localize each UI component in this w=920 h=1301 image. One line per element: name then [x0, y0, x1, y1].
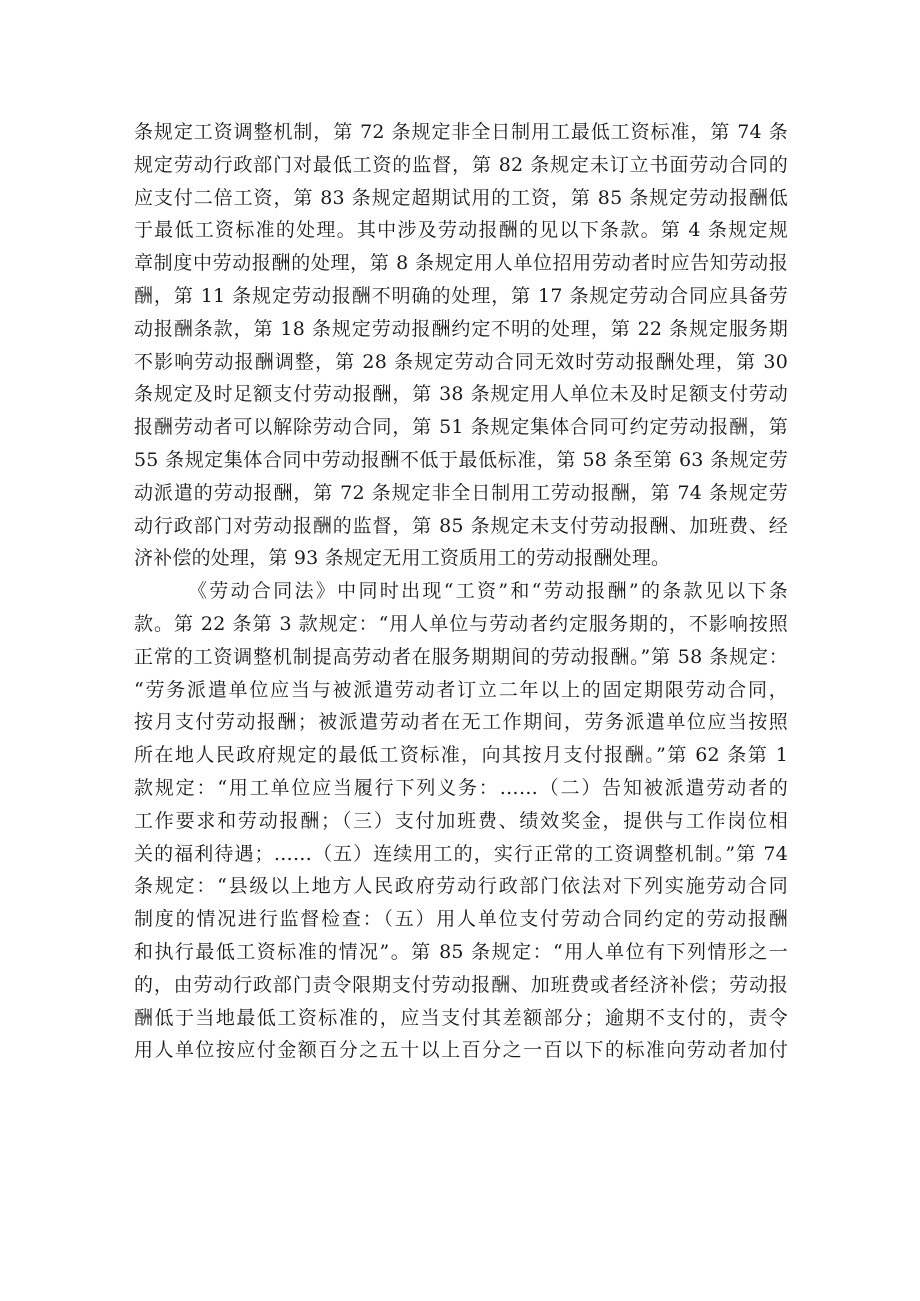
text-line: 于最低工资标准的处理。其中涉及劳动报酬的见以下条款。第 4 条规定规: [134, 219, 788, 242]
text-line: 动报酬条款，第 18 条规定劳动报酬约定不明的处理，第 22 条规定服务期: [134, 317, 788, 340]
text-line: 动派遣的劳动报酬，第 72 条规定非全日制用工劳动报酬，第 74 条规定劳: [134, 481, 788, 504]
text-line: 不影响劳动报酬调整，第 28 条规定劳动合同无效时劳动报酬处理，第 30: [134, 350, 788, 373]
text-line: 工作要求和劳动报酬；（三）支付加班费、绩效奖金，提供与工作岗位相: [134, 809, 788, 832]
text-line: 制度的情况进行监督检查：（五）用人单位支付劳动合同约定的劳动报酬: [134, 908, 788, 931]
text-line: 款。第 22 条第 3 款规定：“用人单位与劳动者约定服务期的，不影响按照: [134, 612, 788, 635]
document-body: [134, 116, 788, 1067]
text-line: 动行政部门对劳动报酬的监督，第 85 条规定未支付劳动报酬、加班费、经: [134, 514, 788, 537]
text-line: 条规定工资调整机制，第 72 条规定非全日制用工最低工资标准，第 74 条: [134, 121, 788, 143]
text-line: 和执行最低工资标准的情况”。第 85 条规定：“用人单位有下列情形之一: [134, 940, 788, 963]
text-line: “劳务派遣单位应当与被派遣劳动者订立二年以上的固定期限劳动合同，: [134, 678, 788, 701]
text-line: 所在地人民政府规定的最低工资标准，向其按月支付报酬。”第 62 条第 1: [134, 744, 788, 767]
text-line: 章制度中劳动报酬的处理，第 8 条规定用人单位招用劳动者时应告知劳动报: [134, 252, 788, 275]
text-line: 关的福利待遇；……（五）连续用工的，实行正常的工资调整机制。”第 74: [134, 842, 788, 865]
text-line: 酬，第 11 条规定劳动报酬不明确的处理，第 17 条规定劳动合同应具备劳: [134, 284, 788, 307]
text-line: 用人单位按应付金额百分之五十以上百分之一百以下的标准向劳动者加付: [134, 1039, 788, 1062]
text-line: 55 条规定集体合同中劳动报酬不低于最低标准，第 58 条至第 63 条规定劳: [134, 448, 788, 471]
text-line: 款规定：“用工单位应当履行下列义务：……（二）告知被派遣劳动者的: [134, 776, 788, 799]
text-line: 条规定及时足额支付劳动报酬，第 38 条规定用人单位未及时足额支付劳动: [134, 383, 788, 406]
text-line: 应支付二倍工资，第 83 条规定超期试用的工资，第 85 条规定劳动报酬低: [134, 186, 788, 209]
paragraph-first-line: 《劳动合同法》中同时出现“工资”和“劳动报酬”的条款见以下条: [188, 580, 788, 603]
text-line: 酬低于当地最低工资标准的，应当支付其差额部分；逾期不支付的，责令: [134, 1006, 788, 1029]
text-line: 报酬劳动者可以解除劳动合同，第 51 条规定集体合同可约定劳动报酬，第: [134, 416, 788, 439]
text-line: 正常的工资调整机制提高劳动者在服务期期间的劳动报酬。”第 58 条规定：: [134, 645, 788, 668]
text-line: 的，由劳动行政部门责令限期支付劳动报酬、加班费或者经济补偿；劳动报: [134, 973, 788, 996]
text-line: 规定劳动行政部门对最低工资的监督，第 82 条规定未订立书面劳动合同的: [134, 153, 788, 176]
text-line: 条规定：“县级以上地方人民政府劳动行政部门依法对下列实施劳动合同: [134, 875, 788, 898]
text-line: 济补偿的处理，第 93 条规定无用工资质用工的劳动报酬处理。: [134, 547, 671, 570]
text-line: 按月支付劳动报酬；被派遣劳动者在无工作期间，劳务派遣单位应当按照: [134, 711, 788, 734]
